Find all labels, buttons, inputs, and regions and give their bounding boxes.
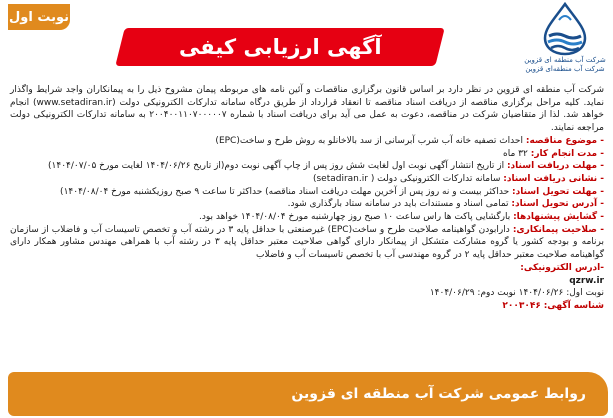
logo-caption-secondary: شرکت آب منطقه‌ای قزوین <box>525 65 605 73</box>
electronic-address-value: qzrw.ir <box>569 275 604 286</box>
item-document-address <box>10 173 604 186</box>
item-submission-address <box>10 198 604 211</box>
item-label: - صلاحیت پیمانکاری: <box>512 224 604 235</box>
ad-title: آگهی ارزیابی کیفی <box>178 35 382 59</box>
item-text: تمامی اسناد و مستندات باید در سامانه ستاد بارگذاری شود. <box>287 199 509 210</box>
footer-banner <box>8 372 608 416</box>
item-qualification <box>10 224 604 262</box>
ad-header <box>0 0 613 86</box>
item-opening <box>10 211 604 224</box>
intro-paragraph: شرکت آب منطقه ای قزوین در نظر دارد بر اساس قانون برگزاری مناقصات و آئین نامه های مربوطه پیمان مشروح ذیل را به پیمانکاران واجد شرایط واگذار نماید. کلیه مراحل برگزاری مناقصه از دریافت اسناد مناقصه تا انعقاد قرارداد از طریق درگاه سامانه تدارکات الکترونیکی دولت (www.setadiran.ir) انجام خواهد شد. لذا از متقاضیان شرکت در مناقصه، دعوت به عمل می آید برای دریافت اسناد با شماره ۲۰۰۴۰۰۱۱۰۷۰۰۰۰۰۷ به سامانه تدارکات الکترونیکی دولت مراجعه نمایند. <box>10 85 604 134</box>
electronic-address <box>10 262 604 275</box>
item-label: - گشایش پیشنهادها: <box>513 212 604 223</box>
ad-title-banner <box>115 28 444 66</box>
item-text: ۳۲ ماه <box>503 148 528 159</box>
item-subject <box>10 135 604 148</box>
water-drop-icon <box>537 2 593 56</box>
item-label: - آدرس تحویل اسناد: <box>511 199 604 210</box>
item-label: - نشانی دریافت اسناد: <box>503 173 604 184</box>
ad-id-value: ۲۰۰۳۰۴۶ <box>502 300 541 311</box>
item-label: - مهلت تحویل اسناد: <box>512 186 604 197</box>
ad-id-label: شناسه آگهی: <box>543 300 604 311</box>
ad-id <box>10 300 604 313</box>
item-submission-deadline <box>10 186 604 199</box>
item-text: دارابودن گواهینامه صلاحیت طرح و ساخت(EPC) غیرصنعتی با حداقل پایه ۳ در رشته آب و تخصص تاسیسات آب و فاضلاب از سازمان برنامه و بودجه کشور یا گروه مشارکت متشکل از پیمانکار دارای گواهی صلاحیت معتبر حداقل پایه ۳ در رشته آب با همراهی مهندس مشاور همکار دارای گواهینامه صلاحیت معتبر حداقل پایه ۲ در گروه مهندسی آب با تخصص تاسیسات آب و فاضلاب <box>10 224 604 261</box>
address-label: -ادرس الکترونیکی: <box>520 262 604 273</box>
item-text: حداکثر بیست و نه روز پس از آخرین مهلت دریافت اسناد مناقصه) حداکثر تا ساعت ۹ صبح روزیکشنبه مورخ ۱۴۰۴/۰۸/۰۴) <box>60 186 510 197</box>
logo-caption: شرکت آب منطقه ای قزوین <box>524 56 606 64</box>
item-label: - مهلت دریافت اسناد: <box>506 161 604 172</box>
item-text: از تاریخ انتشار آگهی نوبت اول لغایت شش روز پس از چاپ آگهی نوبت دوم(از تاریخ ۱۴۰۴/۰۶/۲۶ لغایت مورخ ۱۴۰۴/۰۷/۰۵) <box>48 161 505 172</box>
company-logo <box>520 2 610 82</box>
item-label: - مدت انجام کار: <box>530 148 604 159</box>
item-text: سامانه تدارکات الکترونیکی دولت ( setadiran.ir) <box>312 173 501 184</box>
item-text: احداث تصفیه خانه آب شرب آبرسانی از سد بالاخانلو به روش طرح و ساخت(EPC) <box>215 135 523 146</box>
item-text: بارگشایی پاکت ها راس ساعت ۱۰ صبح روز چهارشنبه مورخ ۱۴۰۴/۰۸/۰۴ خواهد بود. <box>198 212 511 223</box>
footer-text: روابط عمومی شرکت آب منطقه ای قزوین <box>291 386 586 402</box>
item-duration <box>10 148 604 161</box>
publication-badge: نوبت اول <box>8 4 70 30</box>
item-document-deadline <box>10 160 604 173</box>
publication-dates: نوبت اول: ۱۴۰۴/۰۶/۲۶ نوبت دوم: ۱۴۰۴/۰۶/۲۹ <box>429 288 604 299</box>
ad-body <box>10 84 604 372</box>
item-label: - موضوع مناقصه: <box>525 135 604 146</box>
